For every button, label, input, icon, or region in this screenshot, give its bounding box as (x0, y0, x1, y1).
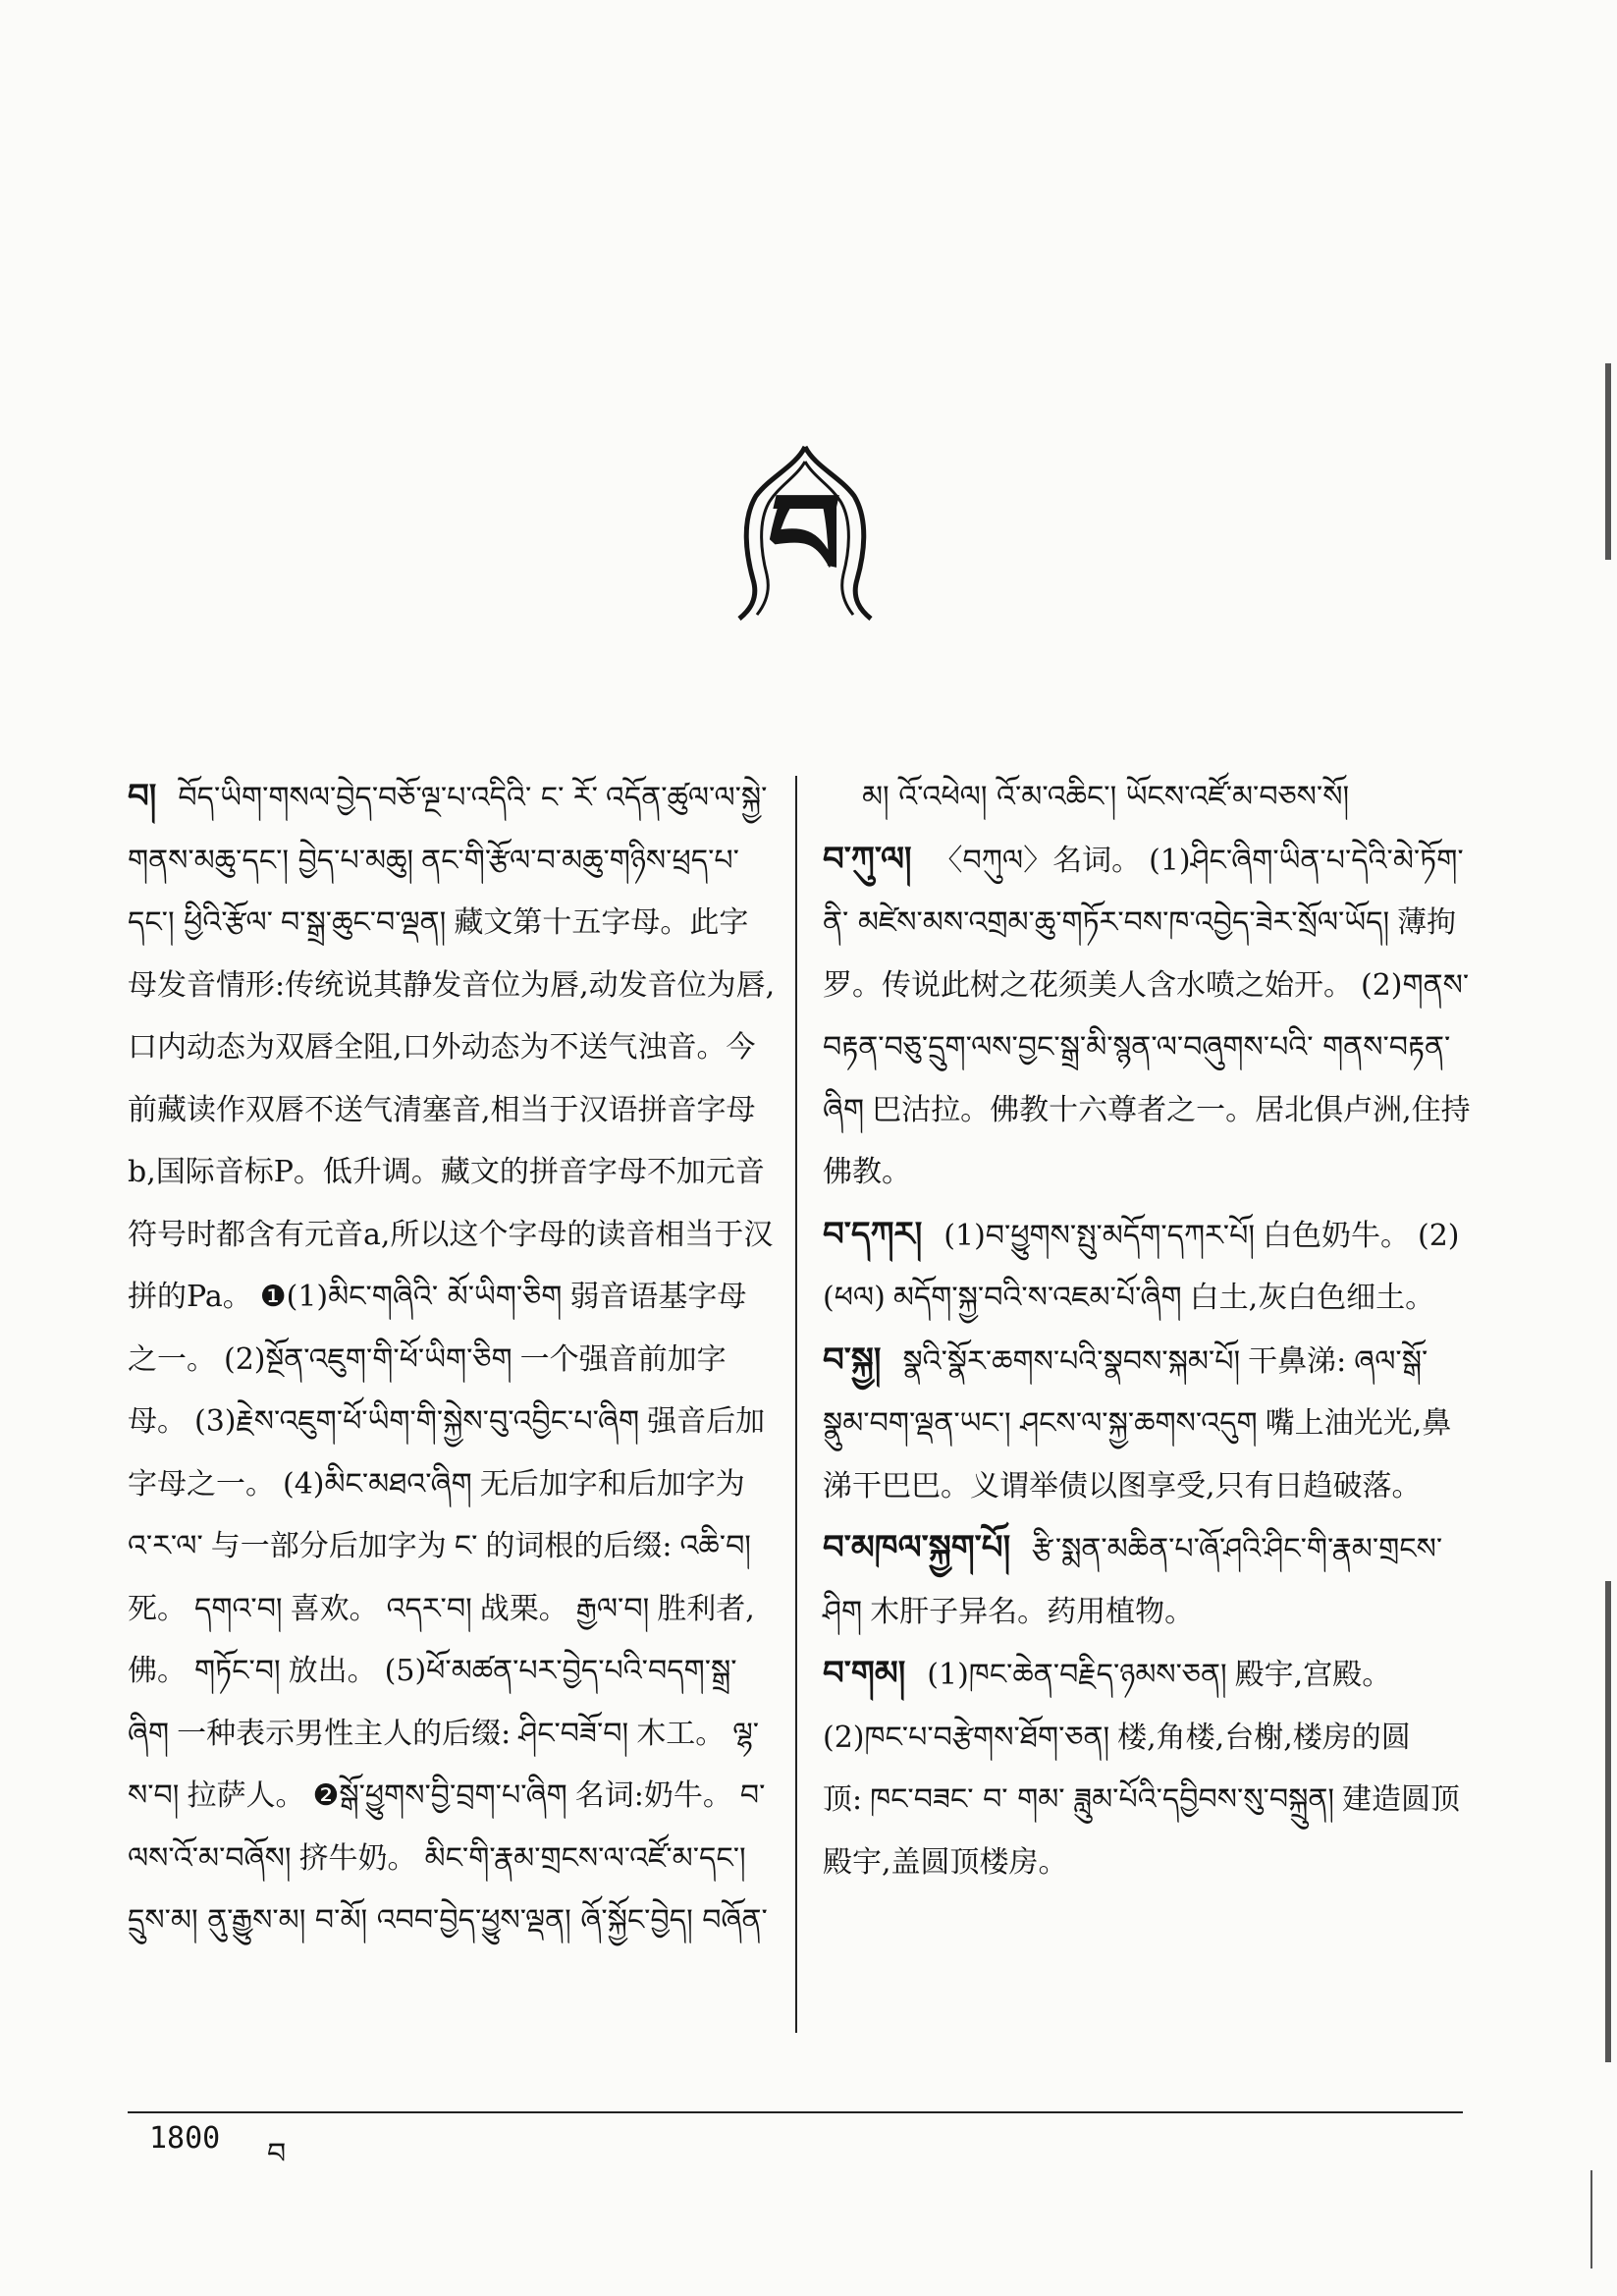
page-number: 1800 (149, 2121, 221, 2156)
chinese-definition: 巴沽拉。佛教十六尊者之一。居北俱卢洲,住持佛教。 (823, 1092, 1471, 1189)
example-word: ལྷ་ས་བ། (128, 1716, 760, 1813)
tibetan-text: ང་ (454, 1529, 478, 1563)
tibetan-text: (3)རྗེས་འཇུག་ཕོ་ཡིག་གི་སྐྱེས་བུ་འབྱིང་པ་ཞིག (194, 1404, 640, 1439)
section-letter: བ (768, 466, 842, 603)
chinese-definition: 强音后加字母之一。 (128, 1404, 766, 1502)
tibetan-text: མིང་གི་རྣམ་གྲངས་ལ་འཛོ་མ་དང་། དྲུས་མ། ནུ་རྒྱུས་མ། བ་མོ། འབབ་བྱེད་ཕྱུས་ལྡན། ཞོ་སྐྱོང་བྱེད། བཞོན་ (128, 1840, 768, 1938)
chinese-definition: 一种表示男性主人的后缀: (177, 1716, 512, 1751)
example-word: འཆི་བ། (679, 1529, 751, 1563)
example-gloss: 拉萨人。 (187, 1778, 305, 1813)
tibetan-text: བོད་ཡིག་གསལ་བྱེད་བཅོ་ལྔ་པ་འདིའི་ ང་ རོ་ (178, 781, 598, 815)
tibetan-text: (1)ཤིང་ཞིག་ཡིན་པ་དེའི་མེ་ཏོག་ནི་ མཛེས་མས་འགྲམ་ཆུ་གཏོར་བས་ཁ་འབྱེད་ཟེར་སྲོལ་ཡོད། (823, 843, 1464, 940)
tibetan-text: མ། འོ་འཕེལ། འོ་མ་འཆིང་། ཡོངས་འཛོ་མ་བཅས་སོ། (862, 780, 1350, 814)
tibetan-text: རྩི་སྨན་མཆིན་པ་ཞོ་ཤའི་ཤིང་གི་རྣམ་གྲངས་ཤིག (823, 1532, 1443, 1629)
entry-headword: བ་གམ། (823, 1654, 906, 1693)
scan-edge-mark (1590, 2170, 1592, 2269)
tibetan-text: (5)ཕོ་མཚན་པར་བྱེད་པའི་བདག་སྒྲ་ཞིག (128, 1654, 737, 1751)
column-divider (795, 776, 797, 2033)
dictionary-entry (823, 1330, 1471, 1518)
tibetan-text: ཞལ་སྒོ་སྣུམ་བག་ལྡན་ཡང་། ཤངས་ལ་སྐྱ་ཆགས་འདུག (823, 1343, 1428, 1441)
entry-headword: བ་ཀུ་ལ། (823, 839, 912, 879)
tibetan-text: (1)ཁང་ཆེན་བརྗིད་ཉམས་ཅན། (927, 1658, 1227, 1692)
tibetan-text: (1)བ་ཕྱུགས་སྤུ་མདོག་དཀར་པོ། (943, 1218, 1255, 1253)
chinese-definition: 与一部分后加字为 (210, 1529, 447, 1563)
example-word: འདར་བ། (386, 1591, 472, 1626)
tibetan-text: ནང་གི་རྩོལ་བ་མཆུ་གཉིས་ཕྲད་པ་དང་། ཕྱིའི་རྩོལ་ (128, 843, 739, 940)
sense-marker: ❷སྒོ་ཕྱུགས་བྱི་བྲག་པ་ཞིག (312, 1778, 567, 1813)
chinese-definition: 的词根的后缀: (485, 1529, 673, 1563)
chinese-definition: 一个强音前加字母。 (128, 1341, 727, 1439)
footer-letter: བ (267, 2137, 287, 2171)
dictionary-entry (823, 1204, 1471, 1330)
chinese-definition: 建造圆顶殿宇,盖圆顶楼房。 (823, 1782, 1460, 1880)
chinese-definition: 干鼻涕: (1248, 1343, 1347, 1379)
chinese-definition: 木肝子异名。药用植物。 (870, 1594, 1195, 1629)
sense-marker: (2)(ཕལ) (823, 1218, 1460, 1315)
footer-rule (128, 2111, 1463, 2113)
tibetan-text: འདོན་ཚུལ་ལ་སྐྱེ་གནས་མཆུ་དང་། བྱེད་པ་མཆུ། (128, 781, 768, 878)
entry-headword: བ། (128, 777, 157, 816)
sense-marker: ❶(1)མིང་གཞིའི་ མོ་ཡིག་ཅིག (259, 1280, 563, 1314)
scan-edge-mark (1605, 363, 1611, 560)
dictionary-entry (823, 1643, 1471, 1893)
example-gloss: 放出。 (288, 1654, 377, 1688)
section-ornament (731, 442, 879, 624)
chinese-definition: 殿宇,宫殿。 (1234, 1658, 1392, 1692)
chinese-definition: 〈བཀུལ〉名词。 (933, 843, 1142, 878)
scan-edge-mark (1605, 1581, 1611, 2062)
tibetan-text: སྣའི་སྣོར་ཆགས་པའི་སྣབས་སྐམ་པོ། (902, 1343, 1241, 1379)
chinese-definition: 白土,灰白色细土。 (1189, 1281, 1435, 1315)
example-gloss: 胜利者,佛。 (128, 1591, 755, 1688)
example-gloss: 喜欢。 (290, 1591, 379, 1626)
tibetan-text: མདོག་སྐྱ་བའི་ས་འཇམ་པོ་ཞིག (892, 1281, 1182, 1315)
chinese-definition: 名词:奶牛。 (574, 1778, 732, 1813)
dictionary-entry (823, 1517, 1471, 1643)
dictionary-entry (823, 829, 1471, 1204)
tibetan-text: འ་ར་ལ་ (128, 1529, 203, 1563)
tibetan-text: བ་སྒྲ་ཆུང་བ་ལྡན། (281, 905, 447, 940)
left-column (128, 766, 776, 1952)
tibetan-text: (4)མིང་མཐའ་ཞིག (283, 1466, 472, 1502)
example-word: ཤིང་བཟོ་བ། (518, 1716, 629, 1751)
example-word: རྒྱལ་བ། (575, 1591, 650, 1626)
dictionary-entry (128, 766, 776, 1952)
entry-continuation (823, 766, 1471, 829)
tibetan-text: (2)གནས་བརྟན་བཅུ་དྲུག་ལས་བྱང་སྒྲ་མི་སྙན་ལ་བཞུགས་པའི་ གནས་བརྟན་ཞིག (823, 967, 1470, 1127)
tibetan-text: (2)ཁང་པ་བརྩེགས་ཐོག་ཅན། (823, 1720, 1110, 1755)
chinese-definition: 藏文第十五字母。此字母发音情形:传统说其静发音位为唇,动发音位为唇,口内动态为双唇全阻,口外动态为不送气浊音。今前藏读作双唇不送气清塞音,相当于汉语拼音字母b,国际音标P。低升调。藏文的拼音字母不加元音符号时都含有元音a,所以这个字母的读音相当于汉拼的Pa。 (128, 905, 776, 1314)
example-gloss: 死。 (128, 1591, 187, 1626)
chinese-definition: 弱音语基字母之一。 (128, 1280, 747, 1377)
entry-headword: བ་མཁལ་སྐྱག་པོ། (823, 1528, 1011, 1567)
example-gloss: 战栗。 (479, 1591, 568, 1626)
tibetan-text: (2)སྔོན་འཇུག་གི་ཕོ་ཡིག་ཅིག (224, 1341, 512, 1377)
right-column (823, 766, 1471, 1893)
chinese-definition: 白色奶牛。 (1263, 1218, 1410, 1253)
entry-headword: བ་སྐྱ། (823, 1339, 882, 1380)
entry-headword: བ་དཀར། (823, 1214, 923, 1254)
example-word: གཏོང་བ། (194, 1654, 281, 1688)
chinese-definition: 无后加字和后加字为 (479, 1466, 745, 1502)
example-gloss: 木工。 (636, 1716, 726, 1751)
tibetan-text: ཁང་བཟང་ བ་ གམ་ ཟླུམ་པོའི་དབྱིབས་སུ་བསྐྲུན། (870, 1782, 1334, 1817)
example-word: བ་ལས་འོ་མ་བཞོས། (128, 1778, 766, 1876)
chinese-definition: 薄拘罗。传说此树之花须美人含水喷之始开。 (823, 905, 1457, 1003)
example-word: དགའ་བ། (194, 1591, 283, 1626)
chinese-definition: 嘴上油光光,鼻涕干巴巴。义谓举债以图享受,只有日趋破落。 (823, 1406, 1452, 1503)
chinese-definition: 楼,角楼,台榭,楼房的圆顶: (823, 1720, 1411, 1817)
example-gloss: 挤牛奶。 (298, 1840, 417, 1876)
